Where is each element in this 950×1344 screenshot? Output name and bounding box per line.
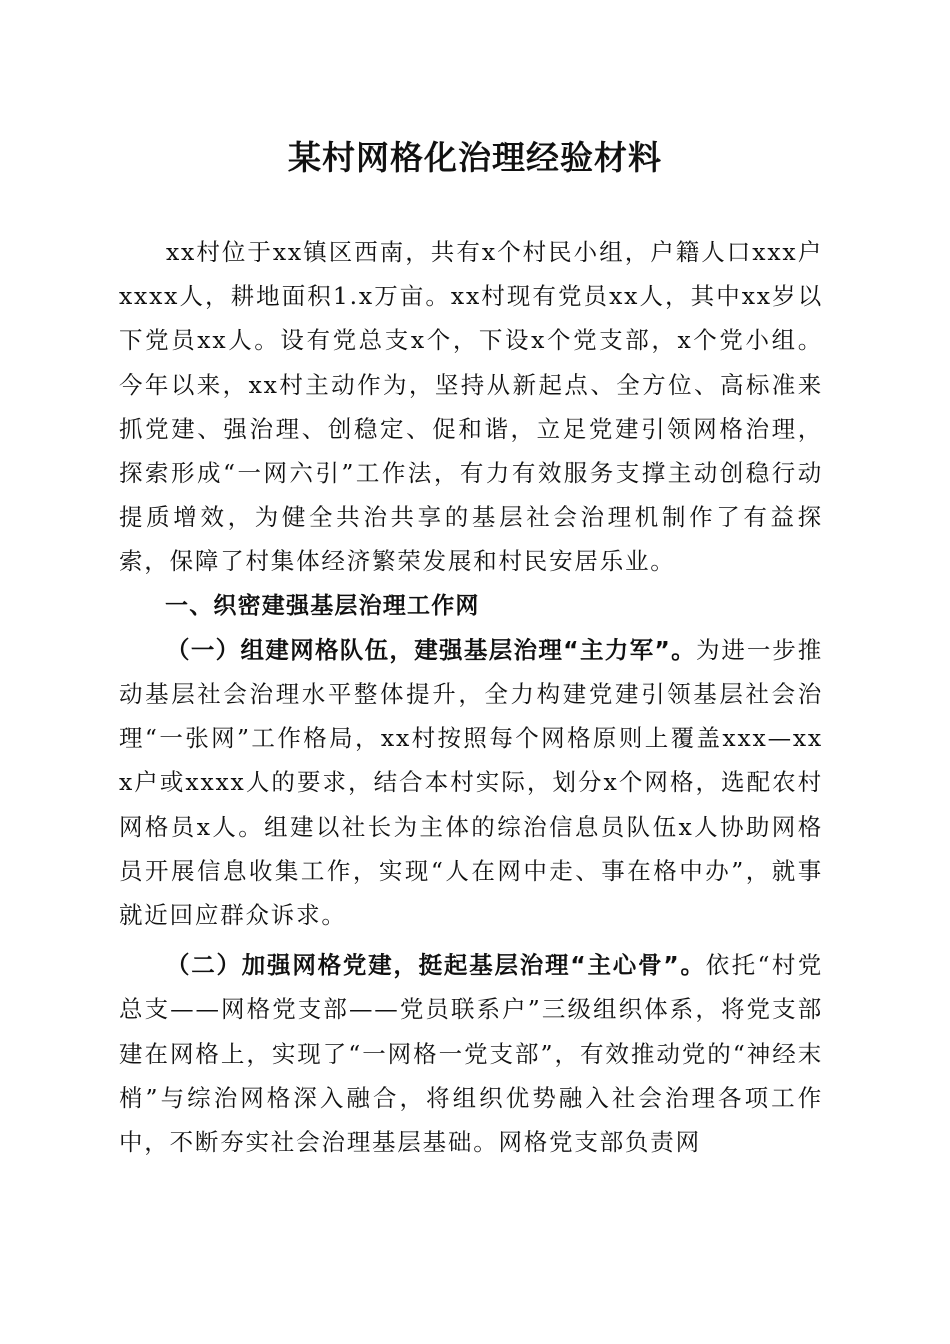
intro-paragraph: xx村位于xx镇区西南，共有x个村民小组，户籍人口xxx户xxxx人，耕地面积1.x万亩。xx村现有党员xx人，其中xx岁以下党员xx人。设有党总支x个，下设x个党支部，x个党小组。今年以来，xx村主动作为，坚持从新起点、全方位、高标准来抓党建、强治理、创稳定、促和谐，立足党建引领网格治理，探索形成“一网六引”工作法，有力有效服务支撑主动创稳行动提质增效，为健全共治共享的基层社会治理机制作了有益探索，保障了村集体经济繁荣发展和村民安居乐业。 — [119, 238, 823, 576]
document-body — [119, 230, 823, 1164]
subsection-paragraph-1 — [119, 628, 823, 937]
subsection-text-1: 为进一步推动基层社会治理水平整体提升，全力构建党建引领基层社会治理“一张网”工作格局，xx村按照每个网格原则上覆盖xxx—xxx户或xxxx人的要求，结合本村实际，划分x个网格，选配农村网格员x人。组建以社长为主体的综治信息员队伍x人协助网格员开展信息收集工作，实现“人在网中走、事在格中办”，就事就近回应群众诉求。 — [119, 635, 823, 930]
subsection-lead-1: （一）组建网格队伍，建强基层治理“主力军”。 — [166, 635, 696, 664]
subsection-text-2: 依托“村党总支——网格党支部——党员联系户”三级组织体系，将党支部建在网格上，实现了“一网格一党支部”，有效推动党的“神经末梢”与综治网格深入融合，将组织优势融入社会治理各项工作中，不断夯实社会治理基层基础。网格党支部负责网 — [119, 951, 823, 1157]
subsection-paragraph-2 — [119, 943, 823, 1164]
document-title: 某村网格化治理经验材料 — [288, 138, 662, 177]
section-heading: 一、织密建强基层治理工作网 — [165, 592, 480, 619]
subsection-lead-2: （二）加强网格党建，挺起基层治理“主心骨”。 — [166, 951, 706, 980]
